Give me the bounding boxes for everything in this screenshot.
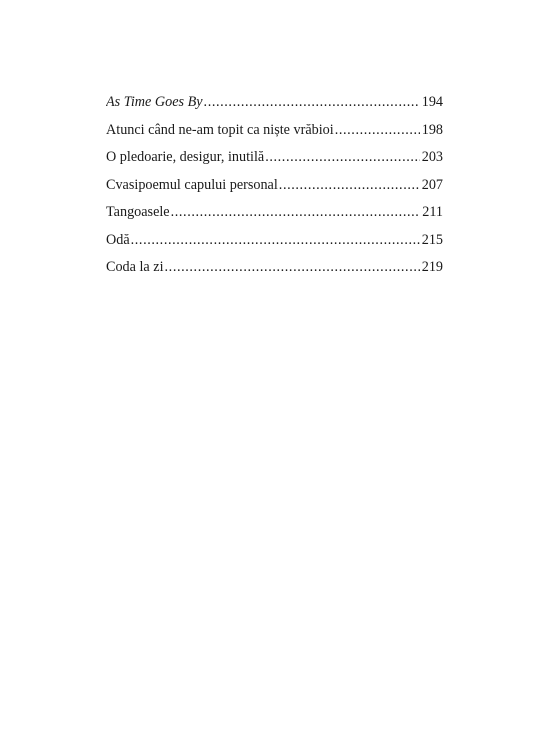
table-of-contents [106,89,443,282]
toc-dot-leader [165,254,420,282]
toc-entry [106,117,443,145]
toc-entry-page: 198 [421,121,443,138]
toc-entry-page: 207 [421,176,443,193]
toc-entry [106,199,443,227]
toc-entry-title: O pledoarie, desigur, inutilă [106,149,265,165]
toc-entry-page: 219 [421,259,443,275]
toc-entry-title: Odă [106,231,130,248]
toc-dot-leader [131,227,420,255]
toc-entry [106,172,443,200]
toc-dot-leader [171,199,421,227]
toc-entry [106,227,443,255]
toc-entry-page: 215 [421,231,443,248]
toc-entry [106,144,443,172]
toc-dot-leader [265,144,420,172]
toc-dot-leader [279,172,420,200]
toc-dot-leader [335,117,420,145]
toc-entry-title: Atunci când ne-am topit ca niște vrăbioi [106,121,334,138]
toc-entry-page: 203 [421,149,443,165]
toc-entry-title: Tangoasele [106,204,170,220]
toc-entry-page: 194 [421,94,443,110]
toc-dot-leader [204,89,420,117]
toc-entry [106,254,443,282]
toc-entry [106,89,443,117]
toc-entry-title: As Time Goes By [106,94,203,110]
toc-entry-title: Coda la zi [106,259,164,275]
toc-entry-page: 211 [422,204,443,220]
toc-entry-title: Cvasipoemul capului personal [106,176,278,193]
